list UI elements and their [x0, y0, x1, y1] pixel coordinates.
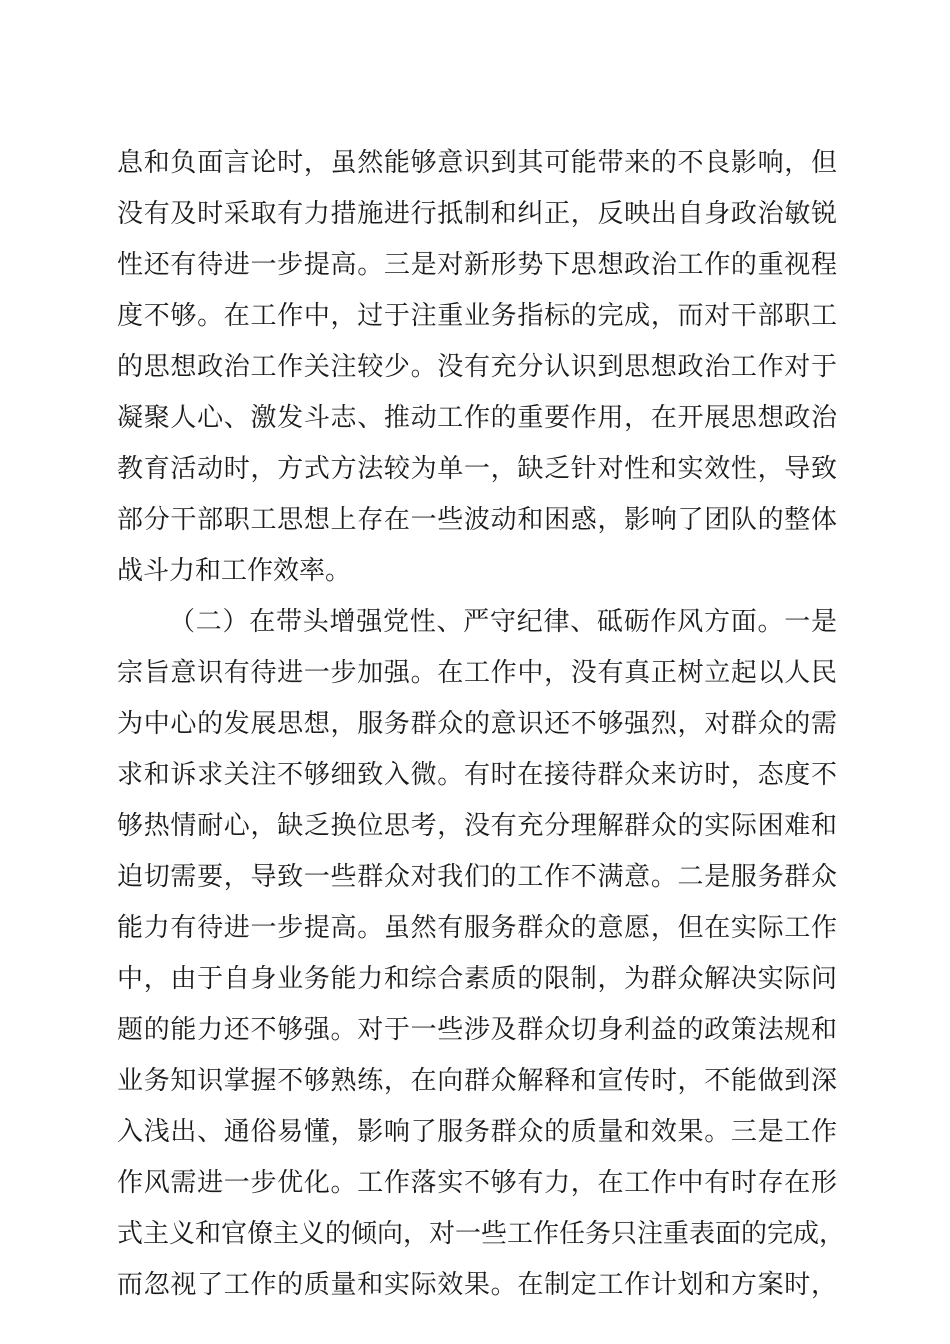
section-heading-line: （二）在带头增强党性、严守纪律、砥砺作风方面。一是	[169, 607, 837, 637]
text-line: 的思想政治工作关注较少。没有充分认识到思想政治工作对于	[117, 352, 837, 382]
text-line: 凝聚人心、激发斗志、推动工作的重要作用，在开展思想政治	[117, 403, 837, 433]
text-line: 部分干部职工思想上存在一些波动和困惑，影响了团队的整体	[117, 505, 837, 535]
text-line: 够热情耐心，缺乏换位思考，没有充分理解群众的实际困难和	[117, 811, 837, 841]
text-line: 迫切需要，导致一些群众对我们的工作不满意。二是服务群众	[117, 862, 837, 892]
text-line: 而忽视了工作的质量和实际效果。在制定工作计划和方案时，	[117, 1270, 837, 1300]
text-line: 为中心的发展思想，服务群众的意识还不够强烈，对群众的需	[117, 709, 837, 739]
text-line: 题的能力还不够强。对于一些涉及群众切身利益的政策法规和	[117, 1015, 837, 1045]
text-line: 作风需进一步优化。工作落实不够有力，在工作中有时存在形	[117, 1168, 837, 1198]
text-line: 教育活动时，方式方法较为单一，缺乏针对性和实效性，导致	[117, 454, 837, 484]
text-line: 求和诉求关注不够细致入微。有时在接待群众来访时，态度不	[117, 760, 837, 790]
text-line: 息和负面言论时，虽然能够意识到其可能带来的不良影响，但	[117, 148, 837, 178]
text-line: 能力有待进一步提高。虽然有服务群众的意愿，但在实际工作	[117, 913, 837, 943]
text-line: 中，由于自身业务能力和综合素质的限制，为群众解决实际问	[117, 964, 837, 994]
text-line: 宗旨意识有待进一步加强。在工作中，没有真正树立起以人民	[117, 658, 837, 688]
body-text	[117, 138, 846, 1311]
text-line: 性还有待进一步提高。三是对新形势下思想政治工作的重视程	[117, 250, 837, 280]
text-line: 战斗力和工作效率。	[117, 556, 352, 586]
text-line: 没有及时采取有力措施进行抵制和纠正，反映出自身政治敏锐	[117, 199, 837, 229]
text-line: 式主义和官僚主义的倾向，对一些工作任务只注重表面的完成，	[117, 1219, 846, 1249]
text-line: 入浅出、通俗易懂，影响了服务群众的质量和效果。三是工作	[117, 1117, 837, 1147]
text-line: 度不够。在工作中，过于注重业务指标的完成，而对干部职工	[117, 301, 837, 331]
text-line: 业务知识掌握不够熟练，在向群众解释和宣传时，不能做到深	[117, 1066, 837, 1096]
